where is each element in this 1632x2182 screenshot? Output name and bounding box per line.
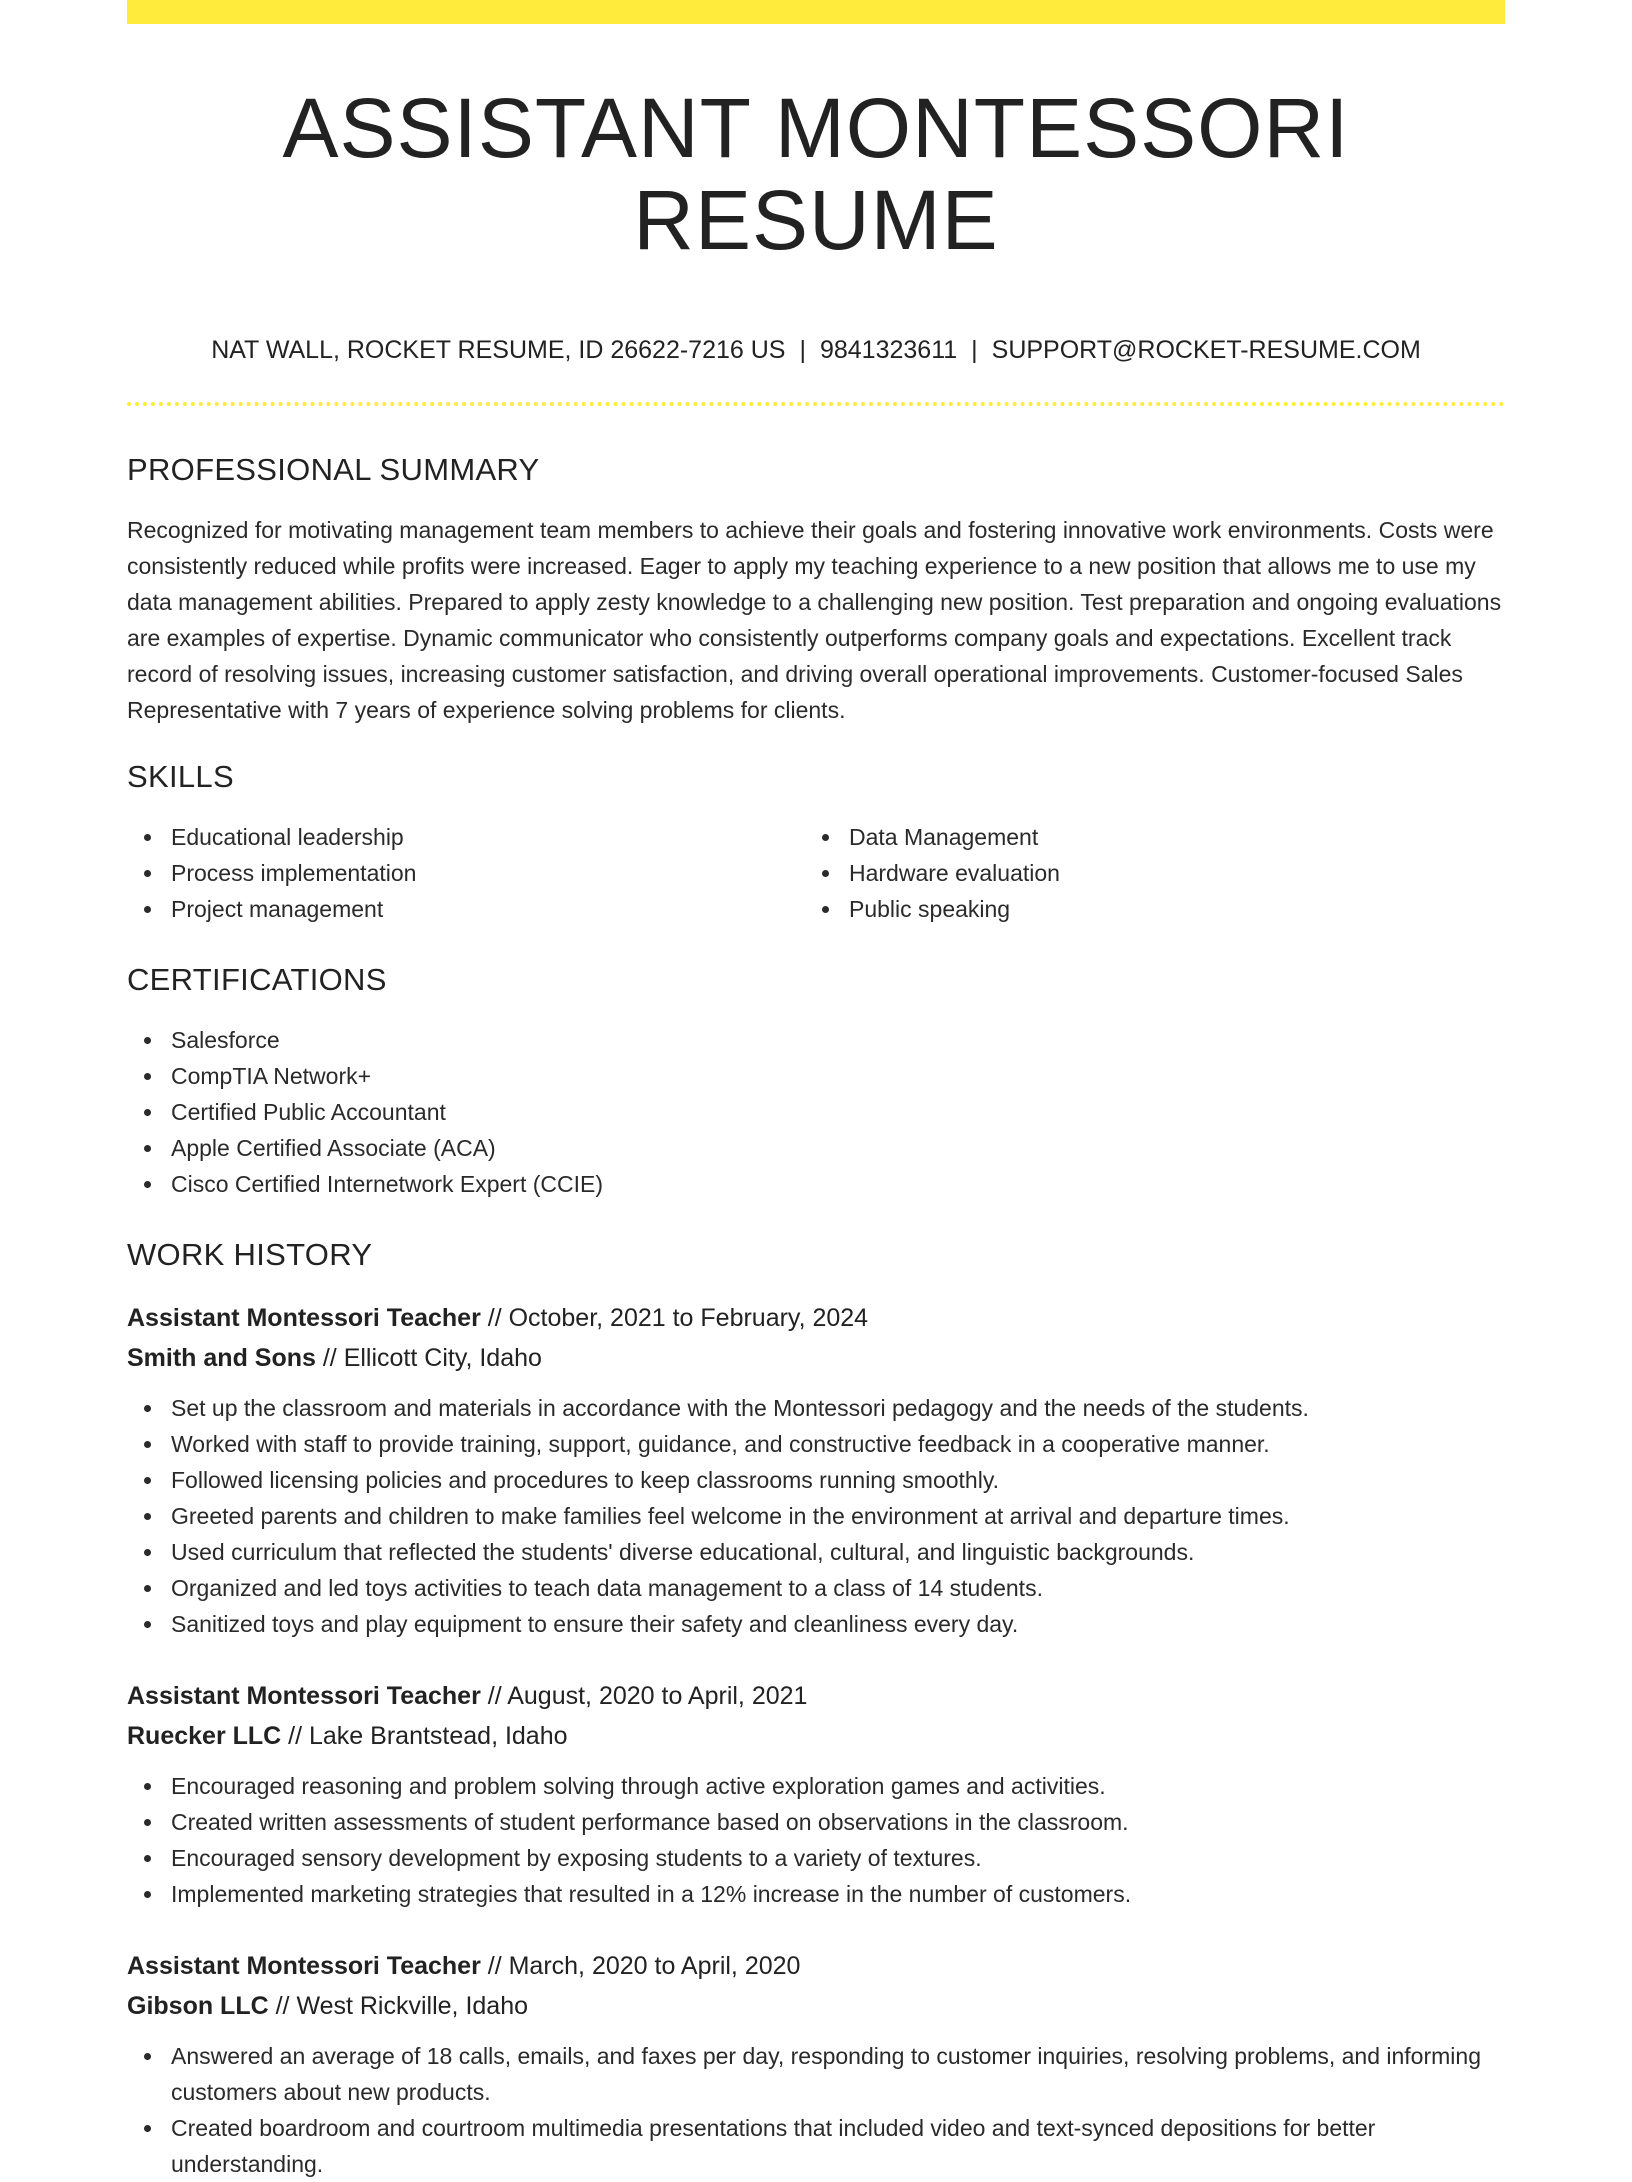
top-accent-bar — [127, 0, 1505, 24]
certifications-heading: CERTIFICATIONS — [127, 962, 387, 998]
contact-address: NAT WALL, ROCKET RESUME, ID 26622-7216 US — [211, 335, 786, 364]
job-company-line — [127, 1716, 1505, 1756]
skill-item: Public speaking — [805, 891, 1483, 927]
contact-phone: 9841323611 — [819, 335, 958, 364]
job-role-line — [127, 1298, 1505, 1338]
skills-right-list — [805, 819, 1483, 927]
job-bullet: Created written assessments of student performance based on observations in the classroom. — [127, 1804, 1505, 1840]
skills-left-list — [127, 819, 805, 927]
job-bullets — [127, 1390, 1505, 1642]
job-company-line — [127, 1338, 1505, 1378]
dotted-divider — [127, 402, 1505, 406]
job-bullet: Implemented marketing strategies that resulted in a 12% increase in the number of customers. — [127, 1876, 1505, 1912]
job-bullet: Worked with staff to provide training, support, guidance, and constructive feedback in a cooperative manner. — [127, 1426, 1505, 1462]
skill-item: Hardware evaluation — [805, 855, 1483, 891]
job-company: Ruecker LLC — [127, 1721, 282, 1750]
job-entry — [127, 1676, 1505, 1912]
job-company: Smith and Sons — [127, 1343, 316, 1372]
contact-line — [127, 335, 1505, 365]
resume-title: ASSISTANT MONTESSORI RESUME — [282, 81, 1350, 268]
skill-item: Educational leadership — [127, 819, 805, 855]
job-bullet: Followed licensing policies and procedures to keep classrooms running smoothly. — [127, 1462, 1505, 1498]
job-bullet: Sanitized toys and play equipment to ensure their safety and cleanliness every day. — [127, 1606, 1505, 1642]
contact-separator: | — [971, 335, 978, 364]
job-dates: // March, 2020 to April, 2020 — [480, 1951, 801, 1980]
skill-item: Project management — [127, 891, 805, 927]
job-company-line — [127, 1986, 1505, 2026]
contact-separator: | — [799, 335, 806, 364]
skill-item: Process implementation — [127, 855, 805, 891]
job-bullet: Encouraged sensory development by exposing students to a variety of textures. — [127, 1840, 1505, 1876]
job-bullet: Greeted parents and children to make families feel welcome in the environment at arrival and departure times. — [127, 1498, 1505, 1534]
summary-text: Recognized for motivating management team members to achieve their goals and fostering innovative work environments. Costs were consistently reduced while profits were increased. Eager to apply my teaching experience to a new position that allows me to use my data management abilities. Prepared to apply zesty knowledge to a challenging new position. Test preparation and ongoing evaluations are examples of expertise. Dynamic communicator who consistently outperforms company goals and expectations. Excellent track record of resolving issues, increasing customer satisfaction, and driving overall operational improvements. Customer-focused Sales Representative with 7 years of experience solving problems for clients. — [127, 516, 1502, 723]
skills-heading: SKILLS — [127, 758, 234, 794]
skill-item: Data Management — [805, 819, 1483, 855]
contact-email: SUPPORT@ROCKET-RESUME.COM — [991, 335, 1421, 364]
job-role-line — [127, 1946, 1505, 1986]
certification-item: Salesforce — [127, 1022, 1505, 1058]
job-location: // West Rickville, Idaho — [268, 1991, 529, 2020]
job-bullets — [127, 2038, 1505, 2182]
resume-page — [127, 0, 1505, 2182]
job-role-line — [127, 1676, 1505, 1716]
certification-item: Certified Public Accountant — [127, 1094, 1505, 1130]
job-role: Assistant Montessori Teacher — [127, 1681, 481, 1710]
job-bullet: Used curriculum that reflected the students' diverse educational, cultural, and linguistic backgrounds. — [127, 1534, 1505, 1570]
certification-item: Apple Certified Associate (ACA) — [127, 1130, 1505, 1166]
job-dates: // August, 2020 to April, 2021 — [480, 1681, 808, 1710]
job-entry — [127, 1298, 1505, 1642]
summary-heading: PROFESSIONAL SUMMARY — [127, 451, 540, 487]
certification-item: CompTIA Network+ — [127, 1058, 1505, 1094]
job-bullet: Encouraged reasoning and problem solving through active exploration games and activities. — [127, 1768, 1505, 1804]
job-bullet: Created boardroom and courtroom multimedia presentations that included video and text-synced depositions for better understanding. — [127, 2110, 1505, 2182]
work-history-heading: WORK HISTORY — [127, 1237, 373, 1273]
skills-grid — [127, 819, 1505, 927]
job-location: // Ellicott City, Idaho — [315, 1343, 542, 1372]
job-company: Gibson LLC — [127, 1991, 269, 2020]
job-entry — [127, 1946, 1505, 2182]
certifications-list — [127, 1022, 1505, 1202]
certification-item: Cisco Certified Internetwork Expert (CCIE) — [127, 1166, 1505, 1202]
job-role: Assistant Montessori Teacher — [127, 1303, 481, 1332]
job-role: Assistant Montessori Teacher — [127, 1951, 481, 1980]
job-bullet: Answered an average of 18 calls, emails, and faxes per day, responding to customer inquiries, resolving problems, and informing customers about new products. — [127, 2038, 1505, 2110]
job-bullet: Organized and led toys activities to teach data management to a class of 14 students. — [127, 1570, 1505, 1606]
job-bullets — [127, 1768, 1505, 1912]
job-bullet: Set up the classroom and materials in accordance with the Montessori pedagogy and the needs of the students. — [127, 1390, 1505, 1426]
job-dates: // October, 2021 to February, 2024 — [480, 1303, 869, 1332]
job-location: // Lake Brantstead, Idaho — [281, 1721, 568, 1750]
